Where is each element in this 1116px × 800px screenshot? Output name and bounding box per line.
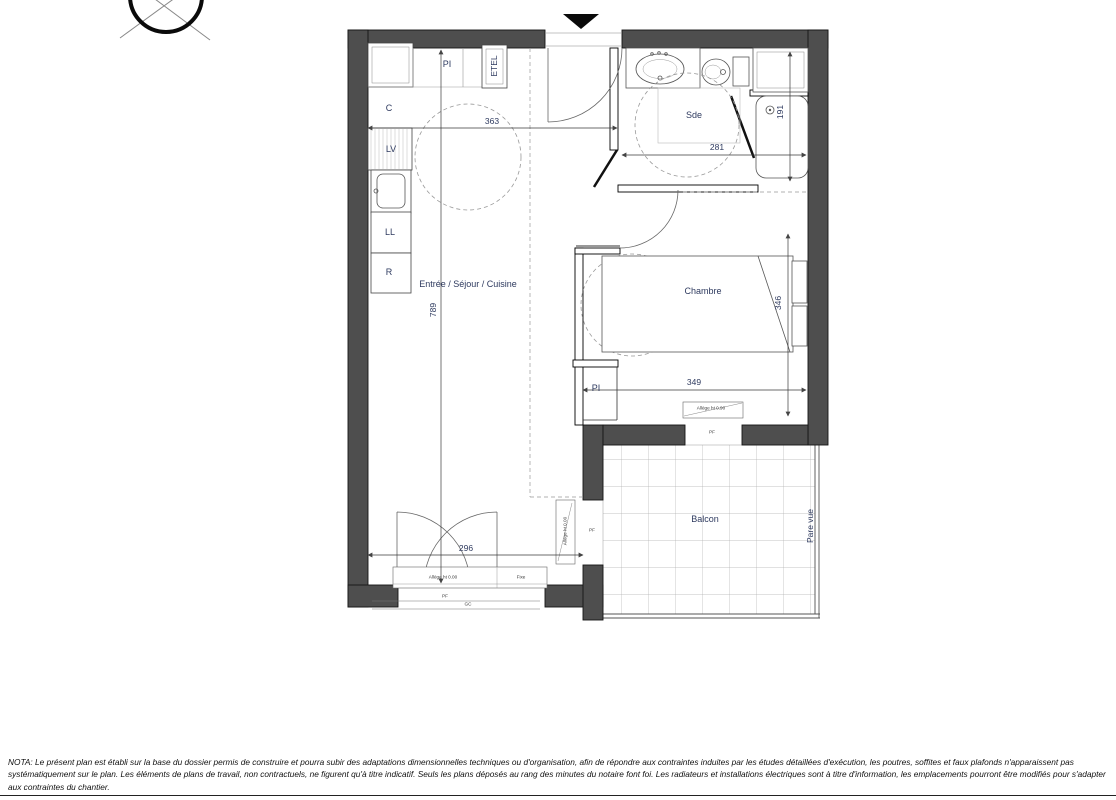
bed-pillow bbox=[792, 261, 807, 303]
pf-label-bedroom: PF bbox=[709, 429, 715, 435]
dim-bay-window-width: 296 bbox=[458, 543, 474, 553]
footer-divider bbox=[0, 795, 1116, 796]
wall-bottom-a bbox=[348, 585, 398, 607]
shower-drain-dot bbox=[769, 109, 771, 111]
allege-label-side: Allège ht 0.00 bbox=[562, 516, 568, 546]
room-label-balcony: Balcon bbox=[691, 514, 719, 524]
bathroom-cupboard bbox=[753, 48, 808, 92]
room-label-living: Entrée / Séjour / Cuisine bbox=[419, 279, 517, 289]
closet-outline bbox=[583, 367, 617, 420]
appliance-label-c: C bbox=[385, 103, 393, 113]
dim-living-width: 363 bbox=[484, 116, 500, 126]
kitchen-unit-c bbox=[368, 43, 413, 87]
wall-balcony-left-a bbox=[583, 425, 603, 500]
bed-pillow bbox=[792, 306, 807, 346]
partition-living-bedroom bbox=[575, 248, 583, 425]
partition-entry-sde bbox=[610, 48, 618, 150]
dim-bedroom-length: 346 bbox=[773, 295, 783, 311]
bed-outline bbox=[602, 256, 793, 352]
wall-left bbox=[348, 30, 368, 607]
gc-label: GC bbox=[464, 601, 472, 607]
dim-shower-room-width: 281 bbox=[709, 142, 725, 152]
dim-bedroom-width: 349 bbox=[686, 377, 702, 387]
dishwasher-label: LV bbox=[385, 144, 397, 154]
dim-shower-length: 191 bbox=[775, 104, 785, 120]
turning-circle-kitchen bbox=[415, 104, 521, 210]
washer-label: LL bbox=[384, 227, 396, 237]
dim-living-length: 789 bbox=[428, 302, 438, 318]
turning-circle-sde bbox=[635, 73, 739, 177]
closet-label-bedroom: PI bbox=[591, 383, 601, 393]
nota-text: NOTA: Le présent plan est établi sur la base du dossier permis de construire et pourra subir des adaptations dimensionnelles techniques ou d'organisation, afin de répondre aux contraintes induites par les études détaillées d'exécution, les poutres, soffites et faux plafonds n'apparaissent pas systématiquement sur le plan. Les éléments de plans de travail, non contractuels, ne figurent qu'à titre indicatif. Seuls les plans déposés au rang des minutes du notaire font foi. Les radiateurs et installations électriques sont à titre d'information, les emplacements pourront être modifiés pour s'adapter aux contraintes du chantier. bbox=[8, 757, 1106, 792]
wall-balcony-top-a bbox=[603, 425, 685, 445]
pare-vue-label: Pare vue bbox=[805, 508, 815, 544]
allege-label-bedroom: Allège ht 0.90 bbox=[696, 405, 726, 411]
entrance-threshold bbox=[546, 33, 621, 46]
compass-icon bbox=[116, 0, 216, 40]
wall-balcony-left-b bbox=[583, 565, 603, 620]
wall-top-right bbox=[622, 30, 828, 48]
wc-tank bbox=[733, 57, 749, 86]
kitchen-fixtures bbox=[368, 43, 507, 293]
sde-door-leaf bbox=[594, 150, 617, 187]
balcony-tiles bbox=[583, 445, 820, 618]
bedroom-door-swing bbox=[620, 190, 678, 248]
partition-bedroom-door-head bbox=[575, 248, 620, 254]
allege-label-bay: Allège ht 0.00 bbox=[428, 574, 458, 580]
partition-sde-bedroom bbox=[618, 185, 758, 192]
shower-door-leaf bbox=[731, 96, 754, 158]
closet-label-hall: PI bbox=[442, 59, 452, 69]
etel-label: ETEL bbox=[489, 55, 499, 77]
wall-balcony-top-b bbox=[742, 425, 808, 445]
pf-label-side: PF bbox=[589, 527, 595, 533]
entrance-arrow-icon bbox=[563, 14, 599, 29]
fixe-label: Fixe bbox=[516, 574, 526, 580]
toilet-bowl-inner bbox=[705, 65, 721, 79]
wall-right bbox=[808, 30, 828, 445]
fridge-label: R bbox=[385, 267, 393, 277]
room-label-bedroom: Chambre bbox=[684, 286, 722, 296]
pf-label-bay: PF bbox=[442, 593, 448, 599]
partition-closet-top bbox=[573, 360, 618, 367]
room-label-shower-room: Sde bbox=[685, 110, 703, 120]
